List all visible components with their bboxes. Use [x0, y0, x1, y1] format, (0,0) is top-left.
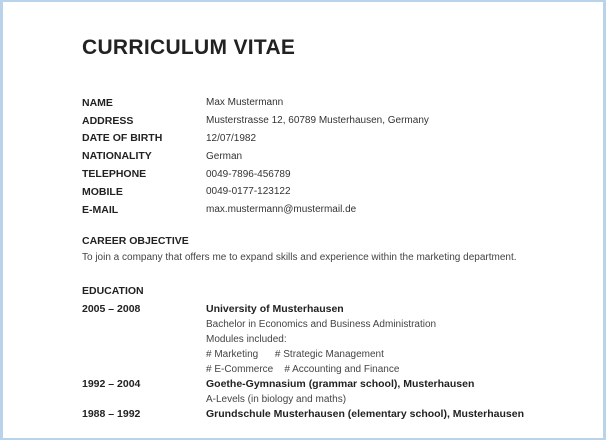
info-value: 0049-0177-123122 [206, 186, 291, 198]
education-entry [82, 377, 582, 407]
education-body [206, 377, 582, 407]
info-label: ADDRESS [82, 114, 134, 127]
education-detail: Modules included: [206, 334, 287, 345]
info-label: MOBILE [82, 185, 123, 198]
education-detail: A-Levels (in biology and maths) [206, 394, 347, 405]
cv-page [3, 2, 603, 438]
info-row-telephone [82, 165, 582, 183]
info-row-name [82, 94, 582, 112]
education-school: Grundschule Musterhausen (elementary school), Musterhausen [206, 408, 524, 420]
info-value: 0049-7896-456789 [206, 168, 291, 180]
info-row-nationality [82, 147, 582, 165]
info-value: German [206, 150, 243, 162]
education-entry [82, 407, 582, 422]
education-years: 2005 – 2008 [82, 303, 141, 315]
info-label: NAME [82, 96, 113, 109]
email-value: max.mustermann@mustermail.de [206, 204, 357, 216]
info-value: 12/07/1982 [206, 132, 257, 144]
info-label: DATE OF BIRTH [82, 132, 163, 145]
info-label: NATIONALITY [82, 150, 152, 163]
info-value: Max Mustermann [206, 97, 284, 109]
info-row-address [82, 112, 582, 130]
page-title: CURRICULUM VITAE [82, 36, 296, 59]
info-value: Musterstrasse 12, 60789 Musterhausen, Germany [206, 115, 429, 127]
info-row-mobile [82, 183, 582, 201]
education-detail: Bachelor in Economics and Business Administration [206, 319, 437, 330]
info-row-email [82, 201, 582, 219]
objective-heading: CAREER OBJECTIVE [82, 235, 189, 247]
education-body [206, 407, 582, 422]
info-row-date-of-birth [82, 130, 582, 148]
education-detail: # Marketing # Strategic Management [206, 349, 384, 360]
education-years: 1992 – 2004 [82, 378, 141, 390]
education-list [82, 302, 582, 422]
education-detail: # E-Commerce # Accounting and Finance [206, 364, 400, 375]
education-body [206, 302, 582, 377]
education-school: University of Musterhausen [206, 303, 344, 315]
education-school: Goethe-Gymnasium (grammar school), Musterhausen [206, 378, 475, 390]
education-entry [82, 302, 582, 377]
education-heading: EDUCATION [82, 285, 144, 297]
objective-text: To join a company that offers me to expand skills and experience within the marketing department. [82, 252, 517, 263]
personal-info [82, 94, 582, 219]
education-years: 1988 – 1992 [82, 408, 141, 420]
info-label: TELEPHONE [82, 168, 147, 181]
info-label: E-MAIL [82, 203, 119, 216]
